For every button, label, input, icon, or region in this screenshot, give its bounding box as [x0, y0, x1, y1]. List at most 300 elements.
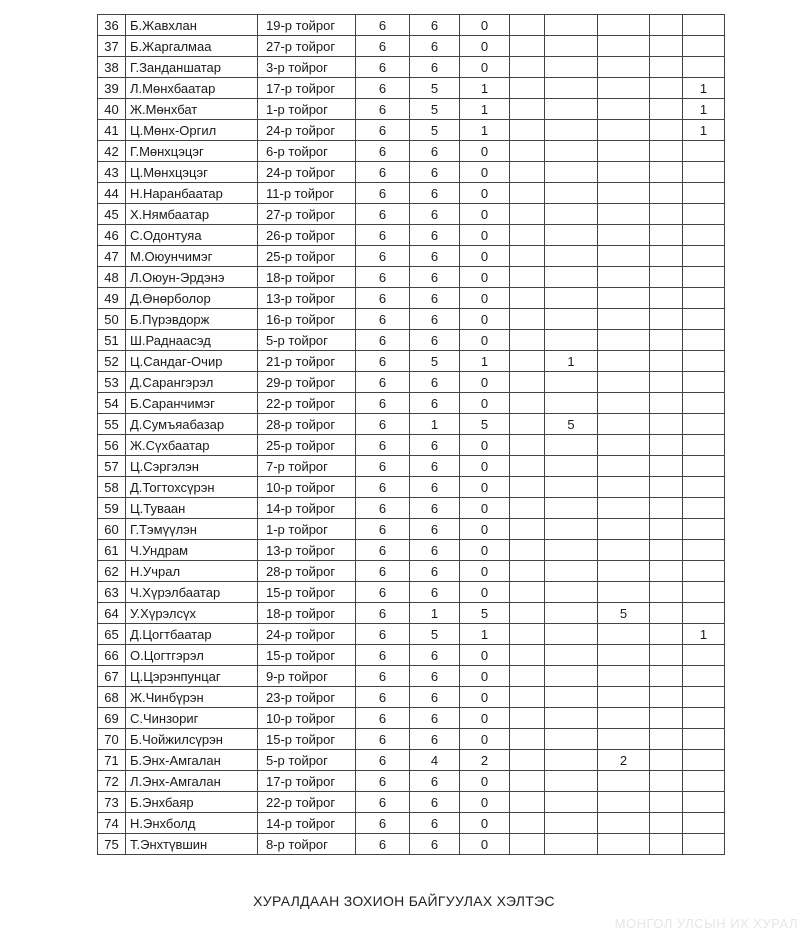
- total-sessions-cell: 6: [356, 498, 410, 519]
- attended-cell: 5: [410, 99, 460, 120]
- col-10-cell: [650, 477, 683, 498]
- member-name-cell: Д.Тогтохсүрэн: [126, 477, 258, 498]
- col-7-cell: [510, 162, 545, 183]
- absent-cell: 0: [460, 792, 510, 813]
- row-number-cell: 56: [98, 435, 126, 456]
- member-name-cell: Б.Энхбаяр: [126, 792, 258, 813]
- col-9-cell: [598, 813, 650, 834]
- col-9-cell: [598, 771, 650, 792]
- table-row: [98, 225, 725, 246]
- total-sessions-cell: 6: [356, 99, 410, 120]
- row-number-cell: 47: [98, 246, 126, 267]
- col-10-cell: [650, 183, 683, 204]
- member-name-cell: С.Одонтуяа: [126, 225, 258, 246]
- row-number-cell: 68: [98, 687, 126, 708]
- district-cell: 15-р тойрог: [258, 729, 356, 750]
- district-cell: 21-р тойрог: [258, 351, 356, 372]
- col-11-cell: [683, 330, 725, 351]
- col-11-cell: [683, 393, 725, 414]
- table-row: [98, 540, 725, 561]
- table-row: [98, 624, 725, 645]
- district-cell: 22-р тойрог: [258, 393, 356, 414]
- row-number-cell: 60: [98, 519, 126, 540]
- member-name-cell: Ц.Сэргэлэн: [126, 456, 258, 477]
- table-row: [98, 267, 725, 288]
- col-7-cell: [510, 771, 545, 792]
- attended-cell: 4: [410, 750, 460, 771]
- col-10-cell: [650, 162, 683, 183]
- row-number-cell: 72: [98, 771, 126, 792]
- col-10-cell: [650, 309, 683, 330]
- table-row: [98, 561, 725, 582]
- parliament-watermark: МОНГОЛ УЛСЫН ИХ ХУРАЛ: [614, 916, 798, 931]
- col-9-cell: [598, 519, 650, 540]
- col-9-cell: [598, 561, 650, 582]
- col-11-cell: [683, 477, 725, 498]
- col-11-cell: 1: [683, 120, 725, 141]
- row-number-cell: 58: [98, 477, 126, 498]
- col-8-cell: [545, 78, 598, 99]
- col-7-cell: [510, 519, 545, 540]
- col-9-cell: [598, 183, 650, 204]
- col-7-cell: [510, 813, 545, 834]
- absent-cell: 0: [460, 288, 510, 309]
- absent-cell: 0: [460, 204, 510, 225]
- absent-cell: 0: [460, 330, 510, 351]
- col-7-cell: [510, 624, 545, 645]
- district-cell: 27-р тойрог: [258, 204, 356, 225]
- absent-cell: 5: [460, 414, 510, 435]
- table-row: [98, 603, 725, 624]
- col-8-cell: [545, 57, 598, 78]
- total-sessions-cell: 6: [356, 645, 410, 666]
- absent-cell: 0: [460, 309, 510, 330]
- attended-cell: 6: [410, 183, 460, 204]
- district-cell: 14-р тойрог: [258, 498, 356, 519]
- total-sessions-cell: 6: [356, 456, 410, 477]
- row-number-cell: 61: [98, 540, 126, 561]
- member-name-cell: Ц.Сандаг-Очир: [126, 351, 258, 372]
- col-8-cell: [545, 141, 598, 162]
- row-number-cell: 38: [98, 57, 126, 78]
- col-10-cell: [650, 330, 683, 351]
- member-name-cell: Д.Сарангэрэл: [126, 372, 258, 393]
- total-sessions-cell: 6: [356, 477, 410, 498]
- total-sessions-cell: 6: [356, 309, 410, 330]
- absent-cell: 5: [460, 603, 510, 624]
- row-number-cell: 45: [98, 204, 126, 225]
- col-9-cell: 5: [598, 603, 650, 624]
- col-11-cell: [683, 666, 725, 687]
- col-8-cell: [545, 540, 598, 561]
- absent-cell: 0: [460, 456, 510, 477]
- attended-cell: 6: [410, 162, 460, 183]
- row-number-cell: 49: [98, 288, 126, 309]
- district-cell: 16-р тойрог: [258, 309, 356, 330]
- attended-cell: 6: [410, 36, 460, 57]
- col-7-cell: [510, 498, 545, 519]
- row-number-cell: 36: [98, 15, 126, 36]
- col-11-cell: [683, 162, 725, 183]
- member-name-cell: Х.Нямбаатар: [126, 204, 258, 225]
- table-row: [98, 750, 725, 771]
- col-10-cell: [650, 813, 683, 834]
- total-sessions-cell: 6: [356, 372, 410, 393]
- col-7-cell: [510, 36, 545, 57]
- member-name-cell: С.Чинзориг: [126, 708, 258, 729]
- col-8-cell: [545, 498, 598, 519]
- total-sessions-cell: 6: [356, 246, 410, 267]
- total-sessions-cell: 6: [356, 750, 410, 771]
- col-7-cell: [510, 288, 545, 309]
- absent-cell: 0: [460, 645, 510, 666]
- total-sessions-cell: 6: [356, 666, 410, 687]
- col-9-cell: [598, 99, 650, 120]
- table-row: [98, 435, 725, 456]
- col-11-cell: [683, 561, 725, 582]
- col-10-cell: [650, 246, 683, 267]
- table-row: [98, 834, 725, 855]
- col-11-cell: [683, 771, 725, 792]
- col-7-cell: [510, 645, 545, 666]
- member-name-cell: Ш.Раднаасэд: [126, 330, 258, 351]
- table-row: [98, 456, 725, 477]
- attended-cell: 6: [410, 540, 460, 561]
- member-name-cell: Д.Цогтбаатар: [126, 624, 258, 645]
- row-number-cell: 57: [98, 456, 126, 477]
- col-9-cell: [598, 78, 650, 99]
- table-row: [98, 15, 725, 36]
- col-11-cell: [683, 834, 725, 855]
- col-8-cell: [545, 519, 598, 540]
- col-11-cell: [683, 456, 725, 477]
- absent-cell: 1: [460, 99, 510, 120]
- total-sessions-cell: 6: [356, 771, 410, 792]
- col-11-cell: [683, 225, 725, 246]
- absent-cell: 1: [460, 78, 510, 99]
- table-row: [98, 78, 725, 99]
- absent-cell: 0: [460, 477, 510, 498]
- col-10-cell: [650, 750, 683, 771]
- col-11-cell: [683, 519, 725, 540]
- col-8-cell: [545, 582, 598, 603]
- col-8-cell: [545, 36, 598, 57]
- row-number-cell: 46: [98, 225, 126, 246]
- col-10-cell: [650, 57, 683, 78]
- absent-cell: 0: [460, 57, 510, 78]
- col-10-cell: [650, 225, 683, 246]
- col-7-cell: [510, 99, 545, 120]
- district-cell: 17-р тойрог: [258, 78, 356, 99]
- col-9-cell: [598, 36, 650, 57]
- district-cell: 1-р тойрог: [258, 519, 356, 540]
- absent-cell: 0: [460, 687, 510, 708]
- col-11-cell: [683, 498, 725, 519]
- col-11-cell: [683, 729, 725, 750]
- col-11-cell: [683, 267, 725, 288]
- col-8-cell: [545, 645, 598, 666]
- total-sessions-cell: 6: [356, 414, 410, 435]
- col-11-cell: [683, 687, 725, 708]
- col-11-cell: [683, 414, 725, 435]
- district-cell: 28-р тойрог: [258, 414, 356, 435]
- district-cell: 28-р тойрог: [258, 561, 356, 582]
- col-9-cell: [598, 225, 650, 246]
- attendance-table: [97, 14, 725, 855]
- absent-cell: 0: [460, 393, 510, 414]
- attended-cell: 6: [410, 435, 460, 456]
- table-row: [98, 162, 725, 183]
- table-row: [98, 582, 725, 603]
- col-7-cell: [510, 309, 545, 330]
- district-cell: 14-р тойрог: [258, 813, 356, 834]
- col-11-cell: [683, 603, 725, 624]
- col-8-cell: [545, 834, 598, 855]
- attended-cell: 5: [410, 120, 460, 141]
- col-7-cell: [510, 582, 545, 603]
- district-cell: 5-р тойрог: [258, 750, 356, 771]
- absent-cell: 0: [460, 729, 510, 750]
- absent-cell: 0: [460, 162, 510, 183]
- col-10-cell: [650, 78, 683, 99]
- attended-cell: 5: [410, 78, 460, 99]
- member-name-cell: Б.Энх-Амгалан: [126, 750, 258, 771]
- attended-cell: 6: [410, 393, 460, 414]
- total-sessions-cell: 6: [356, 162, 410, 183]
- attended-cell: 6: [410, 813, 460, 834]
- row-number-cell: 40: [98, 99, 126, 120]
- col-10-cell: [650, 792, 683, 813]
- col-8-cell: [545, 813, 598, 834]
- member-name-cell: Д.Сумъяабазар: [126, 414, 258, 435]
- col-8-cell: [545, 372, 598, 393]
- table-row: [98, 729, 725, 750]
- district-cell: 18-р тойрог: [258, 603, 356, 624]
- member-name-cell: Л.Мөнхбаатар: [126, 78, 258, 99]
- absent-cell: 0: [460, 813, 510, 834]
- member-name-cell: Ч.Ундрам: [126, 540, 258, 561]
- member-name-cell: У.Хүрэлсүх: [126, 603, 258, 624]
- row-number-cell: 44: [98, 183, 126, 204]
- member-name-cell: Ц.Мөнхцэцэг: [126, 162, 258, 183]
- absent-cell: 0: [460, 372, 510, 393]
- member-name-cell: Б.Жавхлан: [126, 15, 258, 36]
- col-8-cell: [545, 183, 598, 204]
- total-sessions-cell: 6: [356, 120, 410, 141]
- col-7-cell: [510, 435, 545, 456]
- district-cell: 7-р тойрог: [258, 456, 356, 477]
- col-7-cell: [510, 708, 545, 729]
- district-cell: 25-р тойрог: [258, 435, 356, 456]
- col-8-cell: [545, 15, 598, 36]
- district-cell: 5-р тойрог: [258, 330, 356, 351]
- absent-cell: 0: [460, 498, 510, 519]
- col-11-cell: [683, 351, 725, 372]
- absent-cell: 0: [460, 183, 510, 204]
- attended-cell: 6: [410, 834, 460, 855]
- col-9-cell: [598, 246, 650, 267]
- col-8-cell: [545, 246, 598, 267]
- col-11-cell: [683, 36, 725, 57]
- col-10-cell: [650, 267, 683, 288]
- col-11-cell: [683, 15, 725, 36]
- attended-cell: 5: [410, 351, 460, 372]
- col-11-cell: 1: [683, 78, 725, 99]
- col-10-cell: [650, 666, 683, 687]
- col-11-cell: [683, 813, 725, 834]
- col-10-cell: [650, 141, 683, 162]
- attended-cell: 6: [410, 792, 460, 813]
- col-9-cell: [598, 729, 650, 750]
- attended-cell: 6: [410, 729, 460, 750]
- col-8-cell: [545, 666, 598, 687]
- row-number-cell: 53: [98, 372, 126, 393]
- district-cell: 13-р тойрог: [258, 288, 356, 309]
- member-name-cell: Н.Наранбаатар: [126, 183, 258, 204]
- col-8-cell: [545, 561, 598, 582]
- table-body: [98, 15, 725, 855]
- col-8-cell: [545, 477, 598, 498]
- col-7-cell: [510, 78, 545, 99]
- col-9-cell: [598, 15, 650, 36]
- table-row: [98, 414, 725, 435]
- member-name-cell: Ц.Цэрэнпунцаг: [126, 666, 258, 687]
- row-number-cell: 70: [98, 729, 126, 750]
- total-sessions-cell: 6: [356, 834, 410, 855]
- absent-cell: 0: [460, 519, 510, 540]
- col-7-cell: [510, 687, 545, 708]
- attended-cell: 6: [410, 666, 460, 687]
- col-11-cell: [683, 582, 725, 603]
- table-row: [98, 477, 725, 498]
- row-number-cell: 73: [98, 792, 126, 813]
- member-name-cell: Б.Саранчимэг: [126, 393, 258, 414]
- attended-cell: 6: [410, 519, 460, 540]
- table-row: [98, 57, 725, 78]
- col-9-cell: [598, 435, 650, 456]
- col-10-cell: [650, 687, 683, 708]
- table-row: [98, 666, 725, 687]
- col-9-cell: [598, 666, 650, 687]
- table-row: [98, 708, 725, 729]
- col-11-cell: [683, 708, 725, 729]
- district-cell: 15-р тойрог: [258, 645, 356, 666]
- absent-cell: 0: [460, 435, 510, 456]
- attended-cell: 6: [410, 288, 460, 309]
- table-row: [98, 645, 725, 666]
- col-9-cell: [598, 582, 650, 603]
- district-cell: 9-р тойрог: [258, 666, 356, 687]
- col-10-cell: [650, 435, 683, 456]
- district-cell: 29-р тойрог: [258, 372, 356, 393]
- total-sessions-cell: 6: [356, 792, 410, 813]
- attended-cell: 6: [410, 645, 460, 666]
- col-10-cell: [650, 834, 683, 855]
- table-row: [98, 498, 725, 519]
- col-10-cell: [650, 708, 683, 729]
- district-cell: 3-р тойрог: [258, 57, 356, 78]
- col-10-cell: [650, 729, 683, 750]
- col-9-cell: [598, 687, 650, 708]
- col-7-cell: [510, 372, 545, 393]
- member-name-cell: Л.Энх-Амгалан: [126, 771, 258, 792]
- col-8-cell: [545, 729, 598, 750]
- col-8-cell: 5: [545, 414, 598, 435]
- member-name-cell: Б.Пүрэвдорж: [126, 309, 258, 330]
- row-number-cell: 67: [98, 666, 126, 687]
- row-number-cell: 75: [98, 834, 126, 855]
- col-11-cell: [683, 204, 725, 225]
- col-10-cell: [650, 771, 683, 792]
- absent-cell: 0: [460, 582, 510, 603]
- col-11-cell: [683, 309, 725, 330]
- row-number-cell: 66: [98, 645, 126, 666]
- col-10-cell: [650, 120, 683, 141]
- attended-cell: 6: [410, 372, 460, 393]
- table-row: [98, 771, 725, 792]
- col-9-cell: [598, 141, 650, 162]
- total-sessions-cell: 6: [356, 225, 410, 246]
- district-cell: 22-р тойрог: [258, 792, 356, 813]
- col-7-cell: [510, 834, 545, 855]
- total-sessions-cell: 6: [356, 729, 410, 750]
- attended-cell: 6: [410, 561, 460, 582]
- member-name-cell: Ж.Мөнхбат: [126, 99, 258, 120]
- col-9-cell: [598, 792, 650, 813]
- col-8-cell: [545, 771, 598, 792]
- col-9-cell: [598, 645, 650, 666]
- table-row: [98, 351, 725, 372]
- attended-cell: 6: [410, 477, 460, 498]
- total-sessions-cell: 6: [356, 141, 410, 162]
- row-number-cell: 55: [98, 414, 126, 435]
- attended-cell: 6: [410, 225, 460, 246]
- member-name-cell: Д.Өнөрболор: [126, 288, 258, 309]
- attended-cell: 6: [410, 15, 460, 36]
- member-name-cell: Л.Оюун-Эрдэнэ: [126, 267, 258, 288]
- total-sessions-cell: 6: [356, 351, 410, 372]
- col-10-cell: [650, 414, 683, 435]
- attended-cell: 6: [410, 204, 460, 225]
- table-row: [98, 330, 725, 351]
- total-sessions-cell: 6: [356, 708, 410, 729]
- col-10-cell: [650, 288, 683, 309]
- member-name-cell: Ц.Туваан: [126, 498, 258, 519]
- total-sessions-cell: 6: [356, 687, 410, 708]
- district-cell: 13-р тойрог: [258, 540, 356, 561]
- col-10-cell: [650, 36, 683, 57]
- district-cell: 11-р тойрог: [258, 183, 356, 204]
- member-name-cell: Ц.Мөнх-Оргил: [126, 120, 258, 141]
- col-10-cell: [650, 393, 683, 414]
- attended-cell: 6: [410, 498, 460, 519]
- col-10-cell: [650, 498, 683, 519]
- total-sessions-cell: 6: [356, 288, 410, 309]
- absent-cell: 1: [460, 120, 510, 141]
- member-name-cell: Ж.Сүхбаатар: [126, 435, 258, 456]
- col-9-cell: [598, 288, 650, 309]
- table-row: [98, 36, 725, 57]
- row-number-cell: 39: [98, 78, 126, 99]
- member-name-cell: Г.Мөнхцэцэг: [126, 141, 258, 162]
- col-11-cell: [683, 750, 725, 771]
- col-9-cell: [598, 267, 650, 288]
- col-7-cell: [510, 267, 545, 288]
- absent-cell: 0: [460, 36, 510, 57]
- attended-cell: 6: [410, 57, 460, 78]
- col-8-cell: [545, 687, 598, 708]
- col-10-cell: [650, 645, 683, 666]
